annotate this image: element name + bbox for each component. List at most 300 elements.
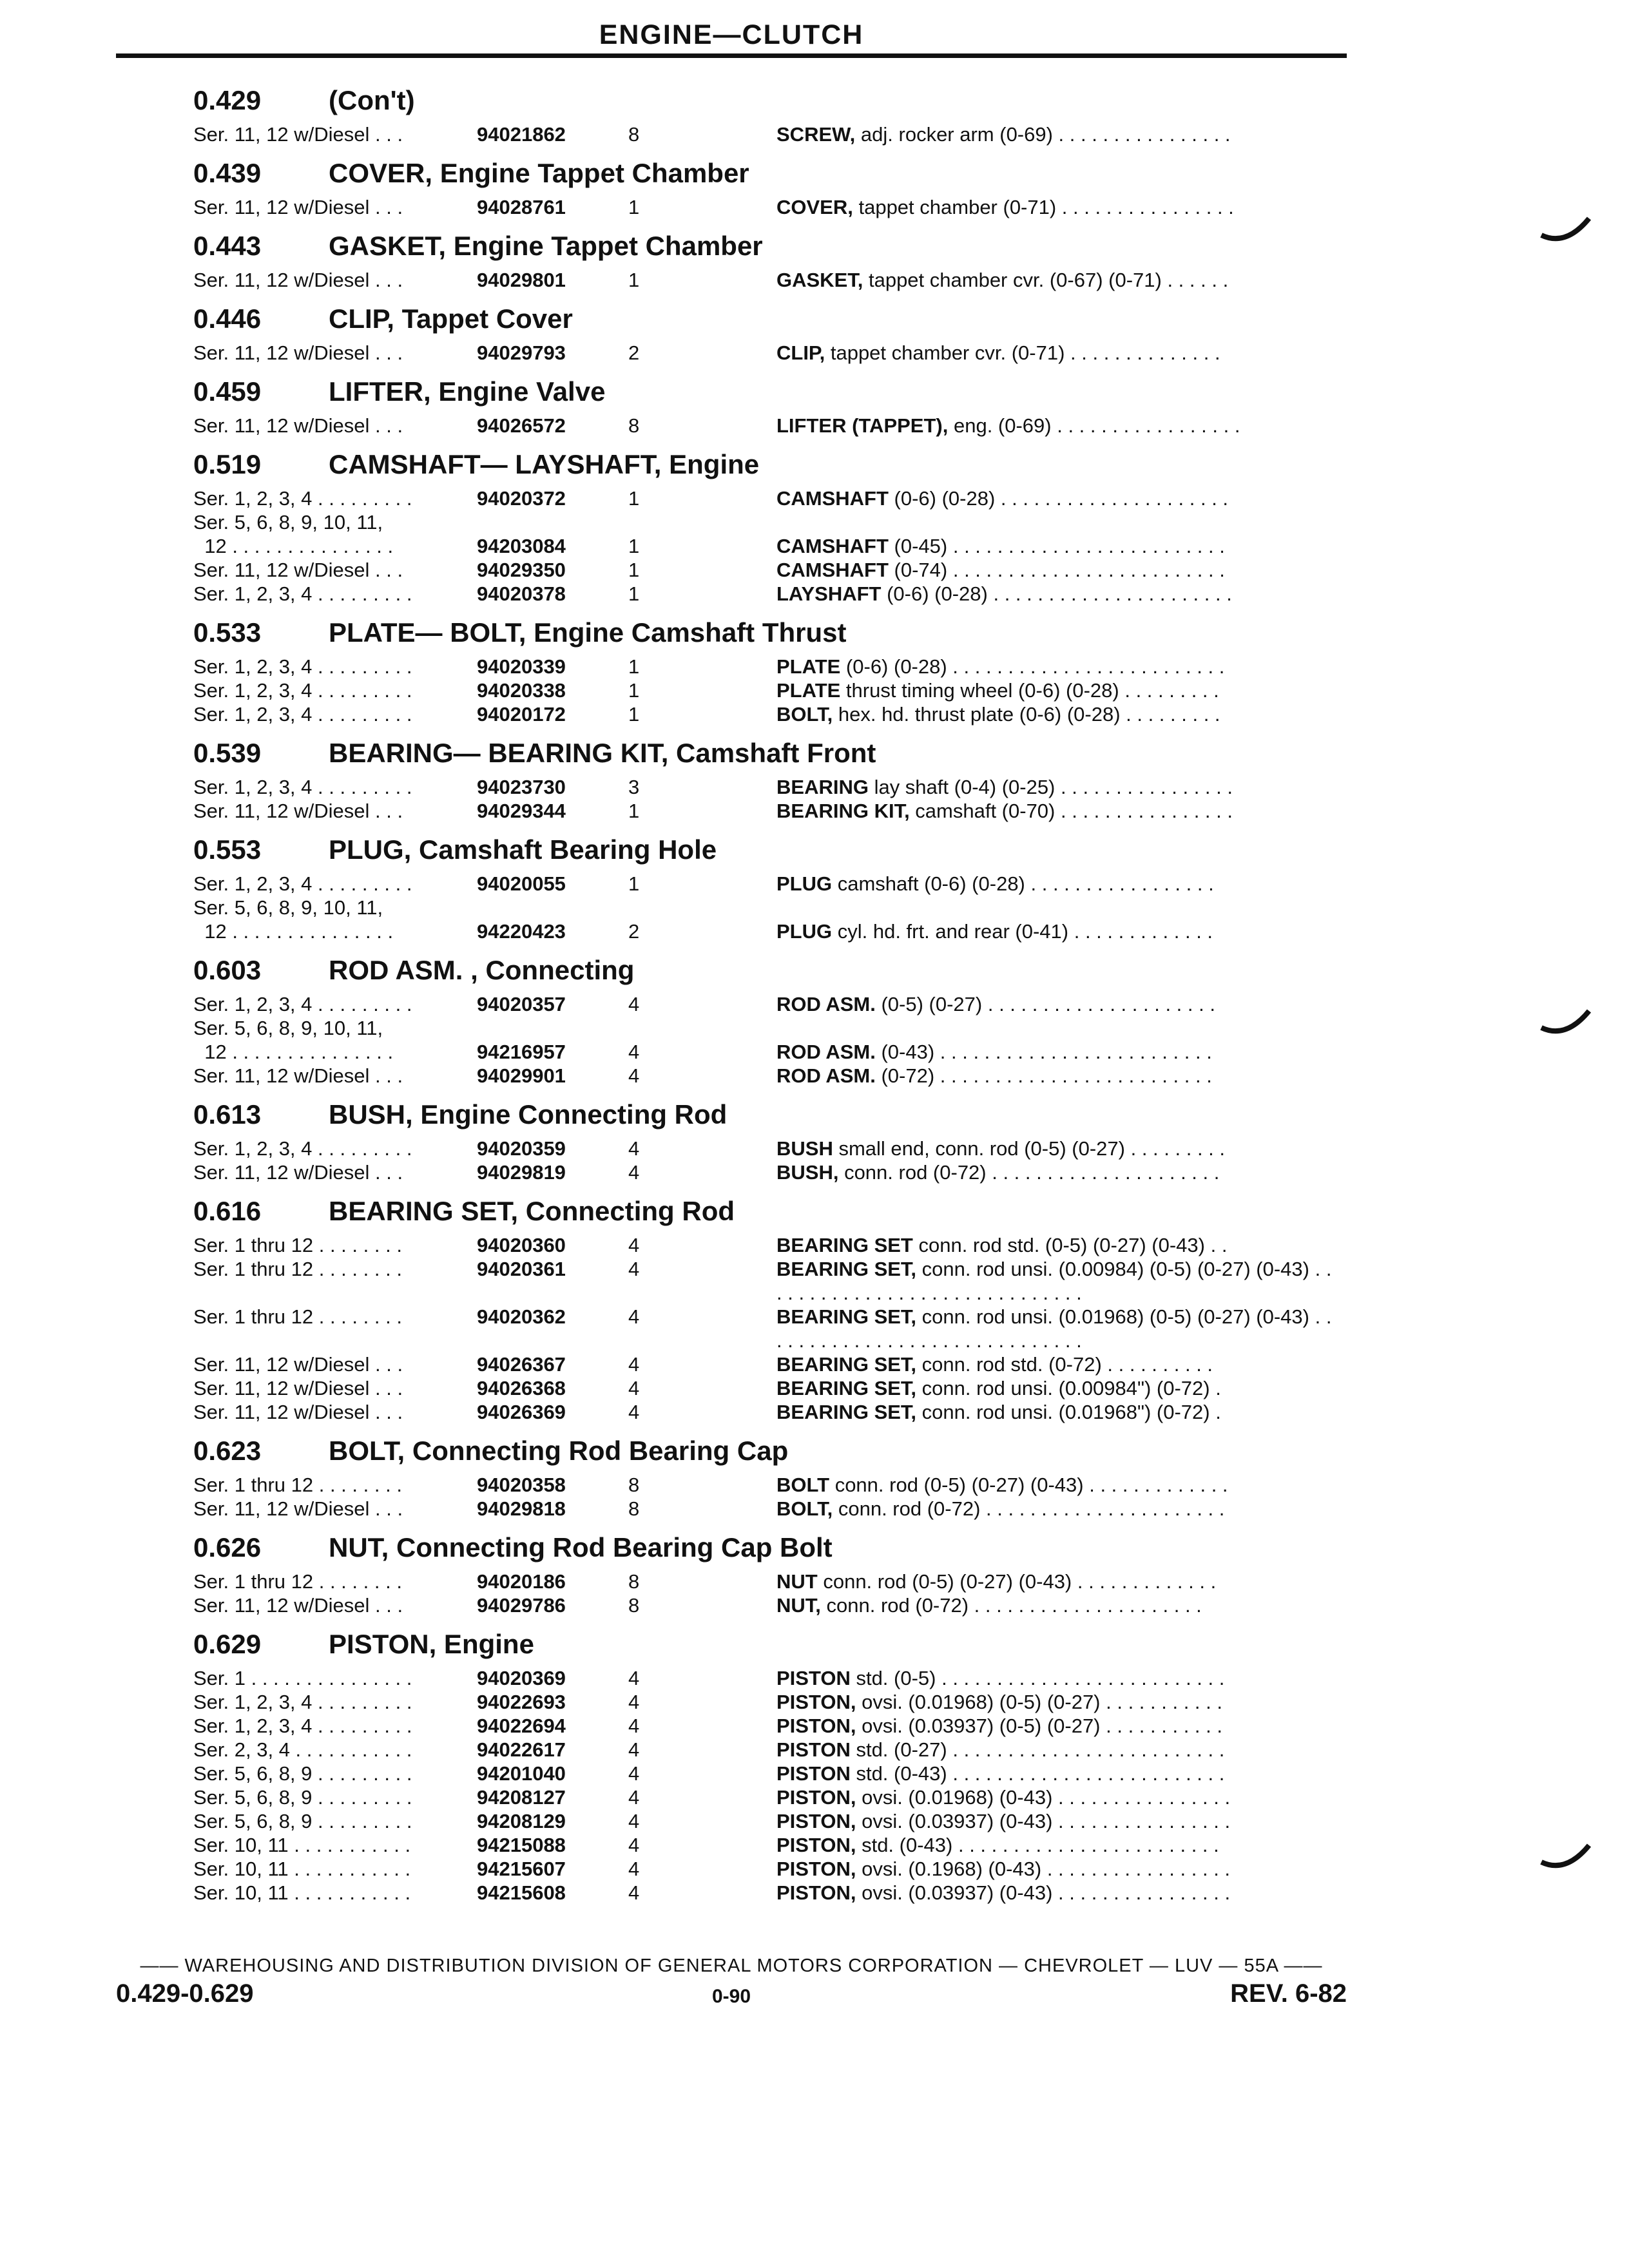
section-heading <box>193 1622 1347 1666</box>
part-number: 94020172 <box>477 703 566 726</box>
series-applicability: Ser. 11, 12 w/Diesel . . . <box>193 559 403 581</box>
part-row <box>193 1400 1347 1424</box>
series-applicability: Ser. 11, 12 w/Diesel . . . <box>193 269 403 291</box>
part-row <box>193 1305 1347 1352</box>
parts-section <box>193 948 1347 1088</box>
series-applicability: Ser. 1, 2, 3, 4 . . . . . . . . . <box>193 776 412 798</box>
quantity: 4 <box>628 1064 640 1087</box>
section-number: 0.626 <box>193 1532 262 1562</box>
series-applicability: Ser. 11, 12 w/Diesel . . . <box>193 1064 403 1087</box>
part-row <box>193 1570 1347 1593</box>
part-number: 94029818 <box>477 1497 566 1520</box>
part-name: PLATE <box>776 655 841 678</box>
part-number: 94026369 <box>477 1401 566 1423</box>
part-row <box>193 1257 1347 1305</box>
section-number: 0.533 <box>193 617 262 648</box>
part-description <box>776 678 1334 702</box>
part-name: BEARING SET, <box>776 1353 917 1376</box>
part-name: PLUG <box>776 872 833 895</box>
parts-section <box>193 828 1347 943</box>
part-description <box>776 1714 1334 1738</box>
part-detail: thrust timing wheel (0-6) (0-28) . . . . . . . . . <box>840 679 1219 702</box>
part-description <box>776 1064 1334 1088</box>
part-description <box>776 1593 1334 1617</box>
part-row <box>193 1376 1347 1400</box>
part-row <box>193 195 1347 219</box>
part-detail: (0-6) (0-28) . . . . . . . . . . . . . . . . . . . . . <box>888 487 1229 510</box>
part-description <box>776 1352 1334 1376</box>
series-applicability: Ser. 10, 11 . . . . . . . . . . . <box>193 1834 411 1856</box>
series-applicability: Ser. 2, 3, 4 . . . . . . . . . . . <box>193 1738 412 1761</box>
part-number: 94020358 <box>477 1474 566 1496</box>
part-row <box>193 1593 1347 1617</box>
series-applicability: Ser. 5, 6, 8, 9, 10, 11, <box>193 511 383 533</box>
section-number: 0.613 <box>193 1099 262 1129</box>
series-applicability: Ser. 11, 12 w/Diesel . . . <box>193 1497 403 1520</box>
series-applicability: Ser. 1, 2, 3, 4 . . . . . . . . . <box>193 1691 412 1713</box>
part-detail: conn. rod (0-5) (0-27) (0-43) . . . . . . . . . . . . . <box>817 1570 1217 1593</box>
section-title: CLIP, Tappet Cover <box>329 303 573 334</box>
part-row <box>193 510 1347 534</box>
part-name: BEARING SET, <box>776 1377 917 1399</box>
part-number: 94020339 <box>477 655 566 678</box>
part-row <box>193 1785 1347 1809</box>
part-description <box>776 1305 1334 1352</box>
part-description <box>776 872 1334 896</box>
parts-section <box>193 1429 1347 1521</box>
part-name: PISTON, <box>776 1691 856 1713</box>
part-detail: conn. rod unsi. (0.01968) (0-5) (0-27) (0-43) . . . . . . . . . . . . . . . . . . . . . . . . . . . . . . <box>776 1305 1332 1352</box>
part-detail: eng. (0-69) . . . . . . . . . . . . . . . . . <box>948 414 1240 437</box>
part-number: 94029801 <box>477 269 566 291</box>
part-number: 94026368 <box>477 1377 566 1399</box>
quantity: 8 <box>628 1474 640 1496</box>
part-detail: cyl. hd. frt. and rear (0-41) . . . . . . . . . . . . . <box>832 920 1213 943</box>
part-name: BEARING SET, <box>776 1258 917 1280</box>
part-description <box>776 1137 1334 1160</box>
quantity: 4 <box>628 1881 640 1904</box>
part-name: CAMSHAFT <box>776 487 889 510</box>
part-row <box>193 268 1347 292</box>
footer-range: 0.429-0.629 <box>116 1979 254 2008</box>
quantity: 2 <box>628 920 640 943</box>
part-number: 94026572 <box>477 414 566 437</box>
part-name: BEARING KIT, <box>776 800 910 822</box>
section-title: PLATE— BOLT, Engine Camshaft Thrust <box>329 617 847 648</box>
quantity: 4 <box>628 1161 640 1184</box>
series-applicability: Ser. 1, 2, 3, 4 . . . . . . . . . <box>193 582 412 605</box>
parts-list <box>193 79 1347 1910</box>
part-row <box>193 1833 1347 1857</box>
part-number: 94208129 <box>477 1810 566 1832</box>
parts-section <box>193 79 1347 146</box>
part-row <box>193 702 1347 726</box>
part-name: BEARING SET, <box>776 1305 917 1328</box>
part-row <box>193 1473 1347 1497</box>
part-number: 94029819 <box>477 1161 566 1184</box>
part-number: 94020361 <box>477 1258 566 1280</box>
part-row <box>193 992 1347 1016</box>
section-heading <box>193 611 1347 655</box>
part-description <box>776 775 1334 799</box>
part-description <box>776 992 1334 1016</box>
part-number: 94029901 <box>477 1064 566 1087</box>
footer-page-number: 0-90 <box>711 1986 751 2007</box>
check-mark <box>1540 216 1592 248</box>
section-heading <box>193 1429 1347 1473</box>
part-description <box>776 341 1334 365</box>
quantity: 4 <box>628 1834 640 1856</box>
parts-section <box>193 151 1347 219</box>
part-number: 94020378 <box>477 582 566 605</box>
part-description <box>776 1570 1334 1593</box>
part-number: 94020369 <box>477 1667 566 1689</box>
part-row <box>193 655 1347 678</box>
part-detail: std. (0-43) . . . . . . . . . . . . . . . . . . . . . . . . <box>856 1834 1219 1856</box>
series-applicability: Ser. 11, 12 w/Diesel . . . <box>193 123 403 146</box>
page-footer <box>116 1956 1347 2015</box>
part-detail: std. (0-5) . . . . . . . . . . . . . . . . . . . . . . . . . . <box>850 1667 1225 1689</box>
part-description <box>776 1497 1334 1521</box>
quantity: 4 <box>628 1377 640 1399</box>
part-name: BUSH <box>776 1137 833 1160</box>
part-number: 94215088 <box>477 1834 566 1856</box>
part-row <box>193 919 1347 943</box>
part-name: NUT <box>776 1570 818 1593</box>
part-detail: conn. rod (0-72) . . . . . . . . . . . . . . . . . . . . . . <box>833 1497 1225 1520</box>
part-description <box>776 919 1334 943</box>
part-detail: hex. hd. thrust plate (0-6) (0-28) . . . . . . . . . <box>833 703 1220 726</box>
part-name: CLIP, <box>776 341 825 364</box>
part-row <box>193 1160 1347 1184</box>
part-description <box>776 1257 1334 1305</box>
page-title: ENGINE—CLUTCH <box>599 19 864 50</box>
part-number: 94029786 <box>477 1594 566 1617</box>
section-heading <box>193 828 1347 872</box>
part-name: PISTON <box>776 1762 851 1785</box>
part-detail: ovsi. (0.1968) (0-43) . . . . . . . . . . . . . . . . . <box>856 1858 1231 1880</box>
part-name: PLATE <box>776 679 841 702</box>
part-number: 94023730 <box>477 776 566 798</box>
section-number: 0.623 <box>193 1436 262 1466</box>
part-description <box>776 414 1334 437</box>
part-number: 94022617 <box>477 1738 566 1761</box>
part-row <box>193 582 1347 606</box>
series-applicability: Ser. 5, 6, 8, 9 . . . . . . . . . <box>193 1762 412 1785</box>
part-description <box>776 1738 1334 1762</box>
parts-section <box>193 611 1347 726</box>
parts-section <box>193 1093 1347 1184</box>
part-number: 94021862 <box>477 123 566 146</box>
part-row <box>193 1064 1347 1088</box>
quantity: 4 <box>628 1691 640 1713</box>
section-number: 0.439 <box>193 158 262 188</box>
quantity: 4 <box>628 1738 640 1761</box>
section-title: BEARING— BEARING KIT, Camshaft Front <box>329 738 876 768</box>
quantity: 8 <box>628 123 640 146</box>
part-detail: (0-5) (0-27) . . . . . . . . . . . . . . . . . . . . . <box>875 993 1215 1015</box>
parts-section <box>193 731 1347 823</box>
part-number: 94020338 <box>477 679 566 702</box>
part-row <box>193 678 1347 702</box>
section-number: 0.539 <box>193 738 262 768</box>
part-number: 94029344 <box>477 800 566 822</box>
part-description <box>776 799 1334 823</box>
quantity: 8 <box>628 1594 640 1617</box>
part-row <box>193 1137 1347 1160</box>
series-applicability: Ser. 10, 11 . . . . . . . . . . . <box>193 1858 411 1880</box>
part-number: 94215608 <box>477 1881 566 1904</box>
part-number: 94026367 <box>477 1353 566 1376</box>
section-number: 0.553 <box>193 834 262 865</box>
part-detail: ovsi. (0.01968) (0-43) . . . . . . . . . . . . . . . . <box>856 1786 1231 1809</box>
part-number: 94203084 <box>477 535 566 557</box>
section-heading <box>193 948 1347 992</box>
part-row <box>193 1497 1347 1521</box>
part-detail: lay shaft (0-4) (0-25) . . . . . . . . . . . . . . . . <box>868 776 1233 798</box>
part-row <box>193 872 1347 896</box>
quantity: 4 <box>628 1858 640 1880</box>
part-description <box>776 1833 1334 1857</box>
series-applicability: Ser. 11, 12 w/Diesel . . . <box>193 1377 403 1399</box>
section-heading <box>193 297 1347 341</box>
part-name: BOLT, <box>776 1497 833 1520</box>
part-row <box>193 1857 1347 1881</box>
part-detail: (0-74) . . . . . . . . . . . . . . . . . . . . . . . . . <box>888 559 1225 581</box>
section-number: 0.616 <box>193 1196 262 1226</box>
part-description <box>776 582 1334 606</box>
part-number: 94022693 <box>477 1691 566 1713</box>
part-name: PISTON <box>776 1667 851 1689</box>
series-applicability: Ser. 1, 2, 3, 4 . . . . . . . . . <box>193 679 412 702</box>
page-header <box>116 19 1347 58</box>
part-detail: tappet chamber (0-71) . . . . . . . . . . . . . . . . <box>853 196 1234 218</box>
part-number: 94215607 <box>477 1858 566 1880</box>
part-row <box>193 799 1347 823</box>
part-number: 94216957 <box>477 1041 566 1063</box>
part-name: PISTON, <box>776 1834 856 1856</box>
part-name: PISTON <box>776 1738 851 1761</box>
part-description <box>776 1785 1334 1809</box>
section-title: PISTON, Engine <box>329 1629 534 1659</box>
series-applicability: Ser. 1, 2, 3, 4 . . . . . . . . . <box>193 872 412 895</box>
section-title: BOLT, Connecting Rod Bearing Cap <box>329 1436 789 1466</box>
part-detail: (0-6) (0-28) . . . . . . . . . . . . . . . . . . . . . . <box>881 582 1232 605</box>
part-name: PISTON, <box>776 1858 856 1880</box>
part-row <box>193 775 1347 799</box>
part-detail: small end, conn. rod (0-5) (0-27) . . . . . . . . . <box>833 1137 1226 1160</box>
series-applicability: Ser. 11, 12 w/Diesel . . . <box>193 1594 403 1617</box>
section-number: 0.446 <box>193 303 262 334</box>
series-applicability: 12 . . . . . . . . . . . . . . . <box>193 1041 394 1063</box>
part-detail: (0-45) . . . . . . . . . . . . . . . . . . . . . . . . . <box>888 535 1225 557</box>
part-name: BOLT <box>776 1474 830 1496</box>
part-detail: conn. rod std. (0-5) (0-27) (0-43) . . <box>912 1234 1228 1256</box>
part-name: BEARING <box>776 776 869 798</box>
quantity: 4 <box>628 1715 640 1737</box>
quantity: 1 <box>628 559 640 581</box>
part-name: BUSH, <box>776 1161 839 1184</box>
part-detail: ovsi. (0.03937) (0-5) (0-27) . . . . . . . . . . . <box>856 1715 1222 1737</box>
quantity: 1 <box>628 679 640 702</box>
part-number: 94020359 <box>477 1137 566 1160</box>
part-detail: (0-43) . . . . . . . . . . . . . . . . . . . . . . . . . <box>875 1041 1212 1063</box>
quantity: 1 <box>628 703 640 726</box>
series-applicability: Ser. 1 thru 12 . . . . . . . . <box>193 1305 402 1328</box>
section-number: 0.443 <box>193 231 262 261</box>
part-detail: adj. rocker arm (0-69) . . . . . . . . . . . . . . . . <box>855 123 1231 146</box>
part-number: 94020186 <box>477 1570 566 1593</box>
part-number: 94220423 <box>477 920 566 943</box>
part-row <box>193 341 1347 365</box>
series-applicability: 12 . . . . . . . . . . . . . . . <box>193 535 394 557</box>
quantity: 4 <box>628 1667 640 1689</box>
quantity: 4 <box>628 1401 640 1423</box>
part-description <box>776 1881 1334 1905</box>
part-name: COVER, <box>776 196 853 218</box>
section-title: BEARING SET, Connecting Rod <box>329 1196 735 1226</box>
part-row <box>193 534 1347 558</box>
part-description <box>776 195 1334 219</box>
part-detail: conn. rod (0-5) (0-27) (0-43) . . . . . . . . . . . . . <box>829 1474 1228 1496</box>
series-applicability: 12 . . . . . . . . . . . . . . . <box>193 920 394 943</box>
quantity: 2 <box>628 341 640 364</box>
part-row <box>193 1762 1347 1785</box>
series-applicability: Ser. 11, 12 w/Diesel . . . <box>193 1161 403 1184</box>
part-detail: conn. rod std. (0-72) . . . . . . . . . . <box>916 1353 1213 1376</box>
series-applicability: Ser. 1 thru 12 . . . . . . . . <box>193 1258 402 1280</box>
series-applicability: Ser. 11, 12 w/Diesel . . . <box>193 414 403 437</box>
quantity: 3 <box>628 776 640 798</box>
section-title: NUT, Connecting Rod Bearing Cap Bolt <box>329 1532 833 1562</box>
part-name: PISTON, <box>776 1786 856 1809</box>
parts-section <box>193 224 1347 292</box>
part-name: PLUG <box>776 920 833 943</box>
section-title: (Con't) <box>329 85 415 115</box>
part-row <box>193 122 1347 146</box>
quantity: 8 <box>628 414 640 437</box>
quantity: 4 <box>628 1258 640 1280</box>
part-detail: camshaft (0-6) (0-28) . . . . . . . . . . . . . . . . . <box>832 872 1214 895</box>
part-row <box>193 1738 1347 1762</box>
section-title: ROD ASM. , Connecting <box>329 955 635 985</box>
section-heading <box>193 370 1347 414</box>
quantity: 1 <box>628 655 640 678</box>
part-detail: conn. rod (0-72) . . . . . . . . . . . . . . . . . . . . . <box>820 1594 1202 1617</box>
parts-section <box>193 1622 1347 1905</box>
quantity: 1 <box>628 872 640 895</box>
series-applicability: Ser. 1, 2, 3, 4 . . . . . . . . . <box>193 1137 412 1160</box>
part-row <box>193 414 1347 437</box>
quantity: 4 <box>628 1353 640 1376</box>
section-title: COVER, Engine Tappet Chamber <box>329 158 749 188</box>
part-row <box>193 1666 1347 1690</box>
part-description <box>776 1762 1334 1785</box>
parts-section <box>193 1189 1347 1424</box>
part-number: 94020357 <box>477 993 566 1015</box>
part-row <box>193 558 1347 582</box>
part-detail: ovsi. (0.03937) (0-43) . . . . . . . . . . . . . . . . <box>856 1810 1231 1832</box>
series-applicability: Ser. 1 . . . . . . . . . . . . . . . <box>193 1667 412 1689</box>
part-detail: (0-6) (0-28) . . . . . . . . . . . . . . . . . . . . . . . . . <box>840 655 1225 678</box>
section-number: 0.459 <box>193 376 262 407</box>
part-name: PISTON, <box>776 1881 856 1904</box>
part-name: BOLT, <box>776 703 833 726</box>
quantity: 4 <box>628 1305 640 1328</box>
parts-section <box>193 1526 1347 1617</box>
section-heading <box>193 1189 1347 1233</box>
part-number: 94029793 <box>477 341 566 364</box>
part-description <box>776 1857 1334 1881</box>
series-applicability: Ser. 5, 6, 8, 9 . . . . . . . . . <box>193 1810 412 1832</box>
quantity: 1 <box>628 535 640 557</box>
part-name: CAMSHAFT <box>776 535 889 557</box>
series-applicability: Ser. 1, 2, 3, 4 . . . . . . . . . <box>193 487 412 510</box>
part-description <box>776 655 1334 678</box>
part-number: 94201040 <box>477 1762 566 1785</box>
part-name: GASKET, <box>776 269 863 291</box>
footer-revision: REV. 6-82 <box>1230 1979 1347 2008</box>
part-detail: std. (0-27) . . . . . . . . . . . . . . . . . . . . . . . . . <box>850 1738 1225 1761</box>
part-row <box>193 486 1347 510</box>
part-name: LIFTER (TAPPET), <box>776 414 949 437</box>
quantity: 4 <box>628 1234 640 1256</box>
part-description <box>776 558 1334 582</box>
series-applicability: Ser. 1, 2, 3, 4 . . . . . . . . . <box>193 993 412 1015</box>
section-title: GASKET, Engine Tappet Chamber <box>329 231 763 261</box>
series-applicability: Ser. 1 thru 12 . . . . . . . . <box>193 1570 402 1593</box>
quantity: 1 <box>628 269 640 291</box>
series-applicability: Ser. 1 thru 12 . . . . . . . . <box>193 1234 402 1256</box>
part-name: PISTON, <box>776 1715 856 1737</box>
quantity: 4 <box>628 1810 640 1832</box>
series-applicability: Ser. 10, 11 . . . . . . . . . . . <box>193 1881 411 1904</box>
part-row <box>193 1690 1347 1714</box>
part-description <box>776 268 1334 292</box>
part-description <box>776 702 1334 726</box>
section-heading <box>193 443 1347 486</box>
parts-section <box>193 297 1347 365</box>
series-applicability: Ser. 1, 2, 3, 4 . . . . . . . . . <box>193 1715 412 1737</box>
part-detail: std. (0-43) . . . . . . . . . . . . . . . . . . . . . . . . . <box>850 1762 1225 1785</box>
quantity: 1 <box>628 196 640 218</box>
part-description <box>776 534 1334 558</box>
section-heading <box>193 151 1347 195</box>
part-detail: conn. rod (0-72) . . . . . . . . . . . . . . . . . . . . . <box>838 1161 1220 1184</box>
check-mark <box>1540 1843 1592 1875</box>
quantity: 8 <box>628 1497 640 1520</box>
section-heading <box>193 731 1347 775</box>
part-description <box>776 1809 1334 1833</box>
section-heading <box>193 224 1347 268</box>
section-title: LIFTER, Engine Valve <box>329 376 606 407</box>
quantity: 8 <box>628 1570 640 1593</box>
series-applicability: Ser. 11, 12 w/Diesel . . . <box>193 341 403 364</box>
part-number: 94029350 <box>477 559 566 581</box>
part-description <box>776 1666 1334 1690</box>
part-detail: conn. rod unsi. (0.00984) (0-5) (0-27) (0-43) . . . . . . . . . . . . . . . . . . . . . . . . . . . . . . <box>776 1258 1332 1304</box>
part-description <box>776 1400 1334 1424</box>
part-detail: (0-72) . . . . . . . . . . . . . . . . . . . . . . . . . <box>875 1064 1212 1087</box>
part-name: CAMSHAFT <box>776 559 889 581</box>
part-number: 94028761 <box>477 196 566 218</box>
section-heading <box>193 1093 1347 1137</box>
part-description <box>776 1233 1334 1257</box>
part-number: 94020362 <box>477 1305 566 1328</box>
part-description <box>776 1376 1334 1400</box>
part-name: SCREW, <box>776 123 856 146</box>
section-title: CAMSHAFT— LAYSHAFT, Engine <box>329 449 760 479</box>
